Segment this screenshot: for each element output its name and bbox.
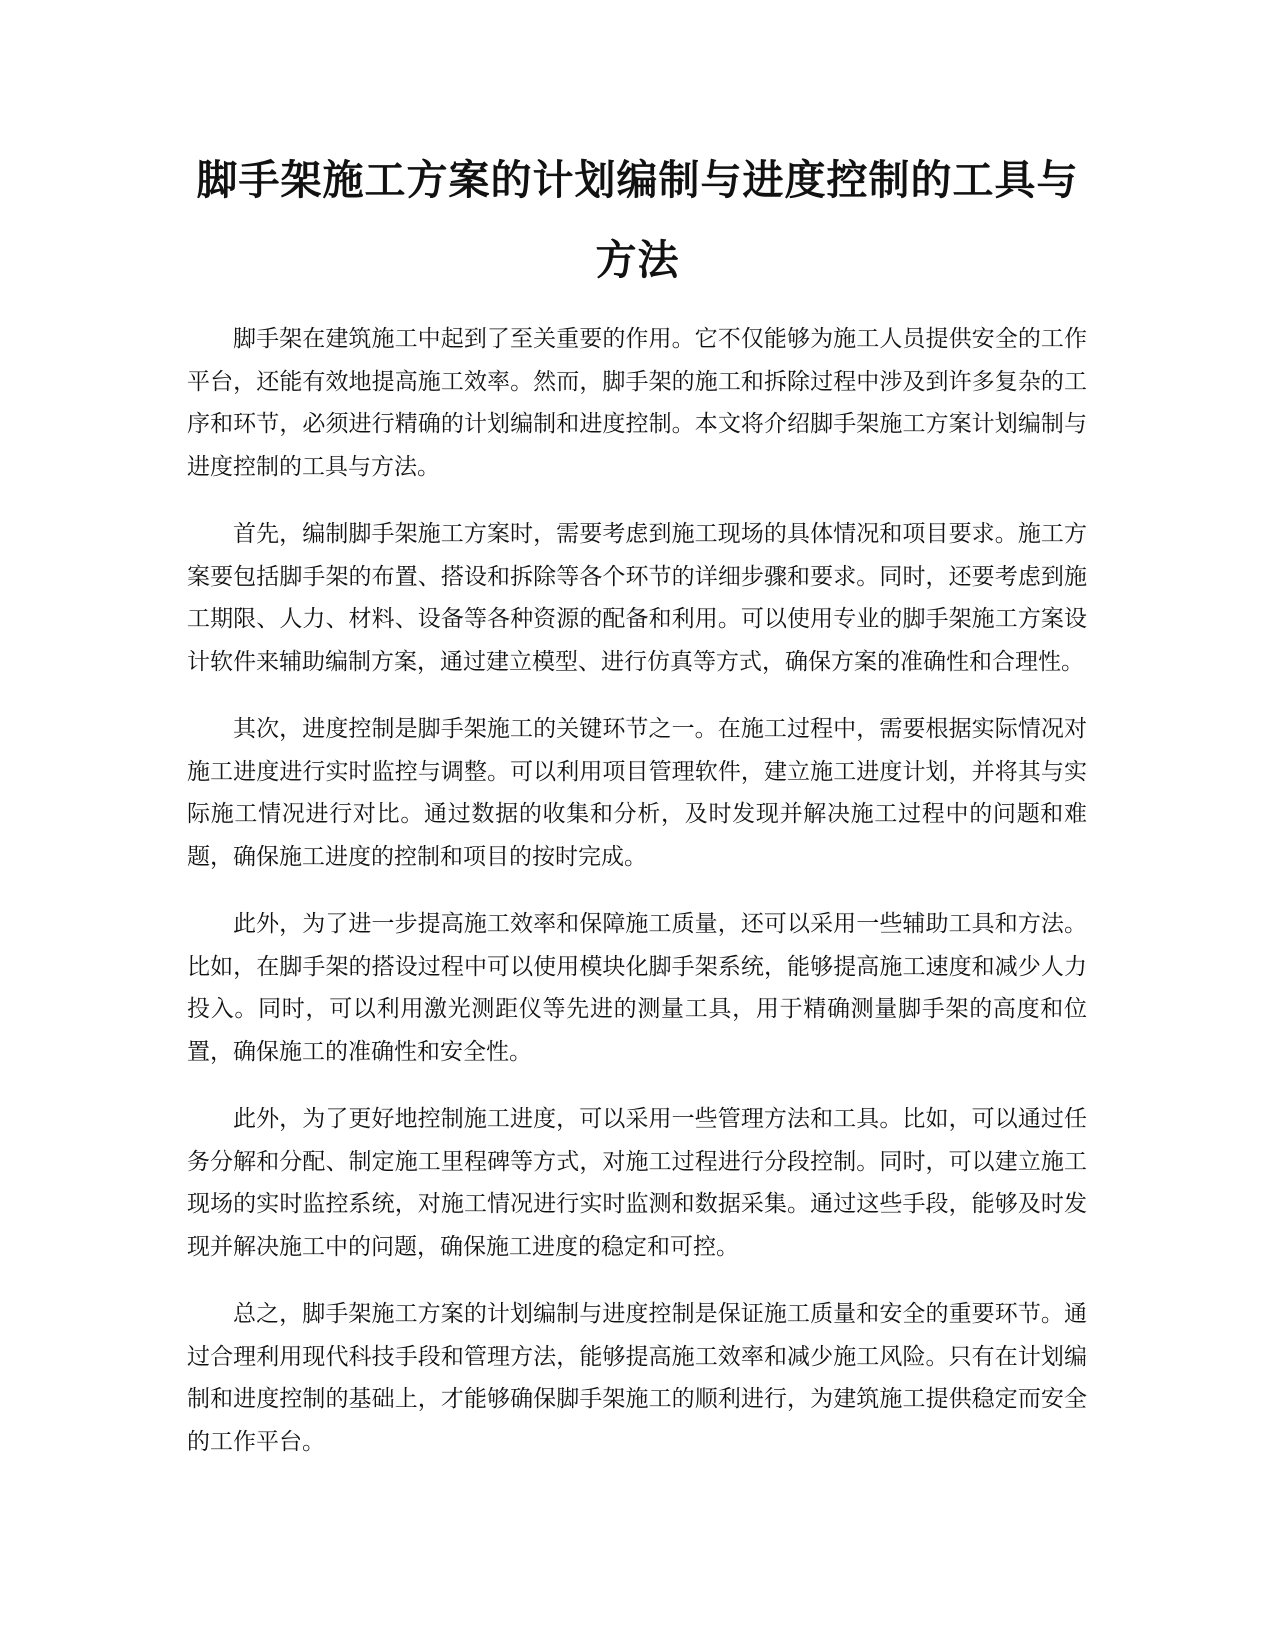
paragraph-conclusion: 总之，脚手架施工方案的计划编制与进度控制是保证施工质量和安全的重要环节。通过合理利用现代科技手段和管理方法，能够提高施工效率和减少施工风险。只有在计划编制和进度控制的基础上，才能够确保脚手架施工的顺利进行，为建筑施工提供稳定而安全的工作平台。: [187, 1301, 1087, 1455]
paragraph-progress-control: 其次，进度控制是脚手架施工的关键环节之一。在施工过程中，需要根据实际情况对施工进度进行实时监控与调整。可以利用项目管理软件，建立施工进度计划，并将其与实际施工情况进行对比。通过数据的收集和分析，及时发现并解决施工过程中的问题和难题，确保施工进度的控制和项目的按时完成。: [187, 716, 1087, 870]
paragraph-management-methods: 此外，为了更好地控制施工进度，可以采用一些管理方法和工具。比如，可以通过任务分解和分配、制定施工里程碑等方式，对施工过程进行分段控制。同时，可以建立施工现场的实时监控系统，对施工情况进行实时监测和数据采集。通过这些手段，能够及时发现并解决施工中的问题，确保施工进度的稳定和可控。: [187, 1106, 1087, 1260]
paragraph-planning: 首先，编制脚手架施工方案时，需要考虑到施工现场的具体情况和项目要求。施工方案要包括脚手架的布置、搭设和拆除等各个环节的详细步骤和要求。同时，还要考虑到施工期限、人力、材料、设备等各种资源的配备和利用。可以使用专业的脚手架施工方案设计软件来辅助编制方案，通过建立模型、进行仿真等方式，确保方案的准确性和合理性。: [187, 521, 1087, 675]
paragraph-auxiliary-tools: 此外，为了进一步提高施工效率和保障施工质量，还可以采用一些辅助工具和方法。比如，在脚手架的搭设过程中可以使用模块化脚手架系统，能够提高施工速度和减少人力投入。同时，可以利用激光测距仪等先进的测量工具，用于精确测量脚手架的高度和位置，确保施工的准确性和安全性。: [187, 911, 1087, 1065]
paragraph-intro: 脚手架在建筑施工中起到了至关重要的作用。它不仅能够为施工人员提供安全的工作平台，还能有效地提高施工效率。然而，脚手架的施工和拆除过程中涉及到许多复杂的工序和环节，必须进行精确的计划编制和进度控制。本文将介绍脚手架施工方案计划编制与进度控制的工具与方法。: [187, 326, 1087, 480]
document-title: 脚手架施工方案的计划编制与进度控制的工具与方法: [196, 156, 1079, 284]
document-body: [187, 318, 1087, 1488]
